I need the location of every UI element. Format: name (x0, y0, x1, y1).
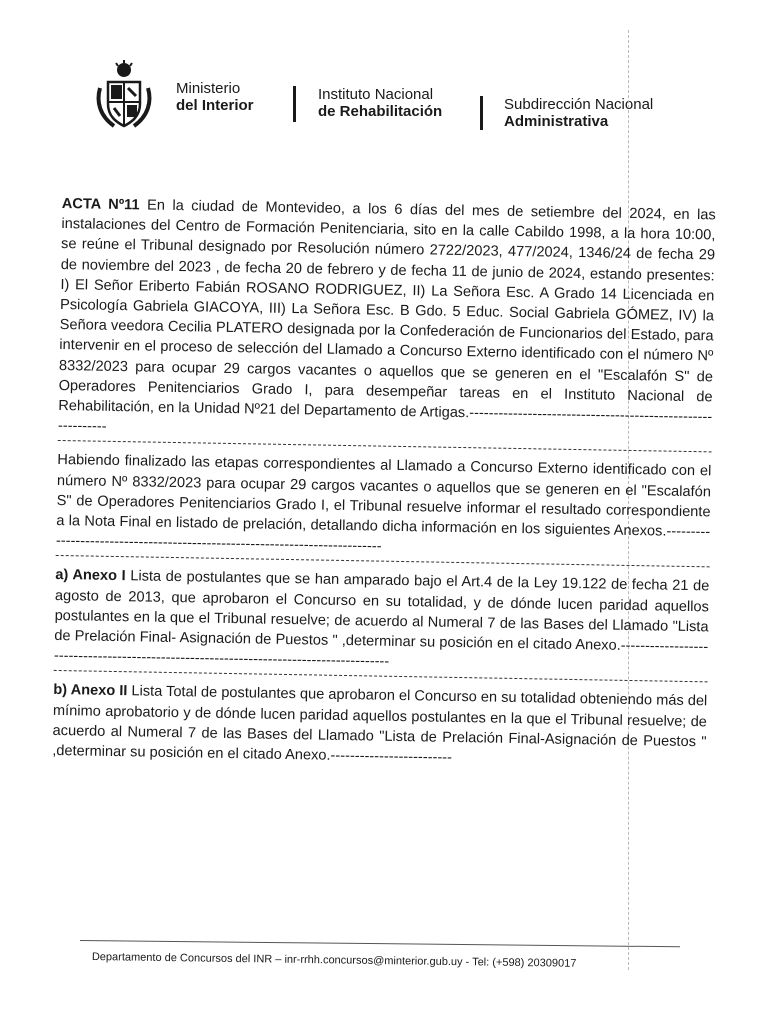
ministerio-logo-text (176, 80, 254, 114)
footer-contact: Departamento de Concursos del INR – inr-rrhh.concursos@minterior.gub.uy - Tel: (+598) 20309017 (91, 950, 577, 970)
acta-intro-text: En la ciudad de Montevideo, a los 6 días del mes de setiembre del 2024, en las instalaciones del Centro de Formación Penitenciaria, sito en la calle Cabildo 1998, a la hora 10:00, se reúne el Tribunal designado por Resolución número 2722/2023, 477/2024, 1346/24 de fecha 29 de noviembre del 2023 , de fecha 20 de febrero y de fecha 11 de junio de 2024, estando presentes: I) El Señor Eriberto Fabián ROSANO RODRIGUEZ, II) La Señora Esc. A Grado 14 Licenciada en Psicología Gabriela GIACOYA, III) La Señora Esc. B Gdo. 5 Educ. Social Gabriela GÓMEZ, IV) la Señora veedora Cecilia PLATERO designada por la Confederación de Funcionarios del Estado, para intervenir en el proceso de selección del Llamado a Concurso Externo identificado con el número Nº 8332/2023 para ocupar 29 cargos vacantes o aquellos que se generen en el "Escalafón S" de Operadores Penitenciarios Grado I, para desempeñar tareas en el Instituto Nacional de Rehabilitación, en la Unidad Nº21 del Departamento de Artigas.------------------------------------------------------------ (57, 197, 716, 436)
instituto-line1: Instituto Nacional (318, 86, 434, 103)
anexo-i-text: Lista de postulantes que se han amparado bajo el Art.4 de la Ley 19.122 de fecha 21 de agosto de 2013, que aprobaron el Concurso en su totalidad, y de dónde lucen paridad aquellos postulantes en la que el Tribunal resuelve; de acuerdo al Numeral 7 de las Bases del Llamado "Lista de Prelación Final- Asignación de Puestos " ,determinar su posición en el citado Anexo.--------------------------------------------------------------------------------------- (53, 568, 710, 671)
letterhead (92, 58, 692, 138)
anexo-ii-label: b) Anexo II (53, 682, 128, 700)
footer-rule (80, 940, 680, 947)
acta-paragraph-resolution (56, 450, 712, 562)
acta-body (52, 194, 716, 773)
acta-paragraph-intro (58, 194, 716, 448)
anexo-i-label: a) Anexo I (55, 567, 126, 585)
ministerio-line2: del Interior (176, 97, 254, 114)
header-divider (480, 96, 483, 130)
header-divider (293, 86, 296, 122)
anexo-ii-text: Lista Total de postulantes que aprobaron el Concurso en su totalidad obteniendo más del mínimo aprobatorio y de dónde lucen paridad aquellos postulantes en la que el Tribunal resuelve; de acuerdo al Numeral 7 de las Bases del Llamado "Lista de Prelación Final-Asignación de Puestos " ,determinar su posición en el citado Anexo.------------------------- (52, 683, 708, 766)
subdireccion-line2: Administrativa (504, 113, 609, 130)
acta-number: ACTA Nº11 (61, 195, 140, 214)
national-coat-of-arms-icon (92, 60, 156, 132)
acta-paragraph-anexo-ii (52, 680, 707, 772)
subdireccion-logo-text (504, 96, 653, 130)
resolution-text: Habiendo finalizado las etapas correspondientes al Llamado a Concurso Externo identificado con el número Nº 8332/2023 para ocupar 29 cargos vacantes o aquellos que se generen en el "Escalafón S" de Operadores Penitenciarios Grado I, el Tribunal resuelve informar el resultado correspondiente a la Nota Final en listado de prelación, detallando dicha información en los siguientes Anexos.---------------------------------------------------------------------------- (55, 452, 712, 555)
ministerio-line1: Ministerio (176, 80, 241, 97)
instituto-line2: de Rehabilitación (318, 103, 443, 120)
subdireccion-line1: Subdirección Nacional (504, 96, 654, 113)
acta-paragraph-anexo-i (54, 565, 710, 677)
instituto-logo-text (318, 86, 442, 120)
